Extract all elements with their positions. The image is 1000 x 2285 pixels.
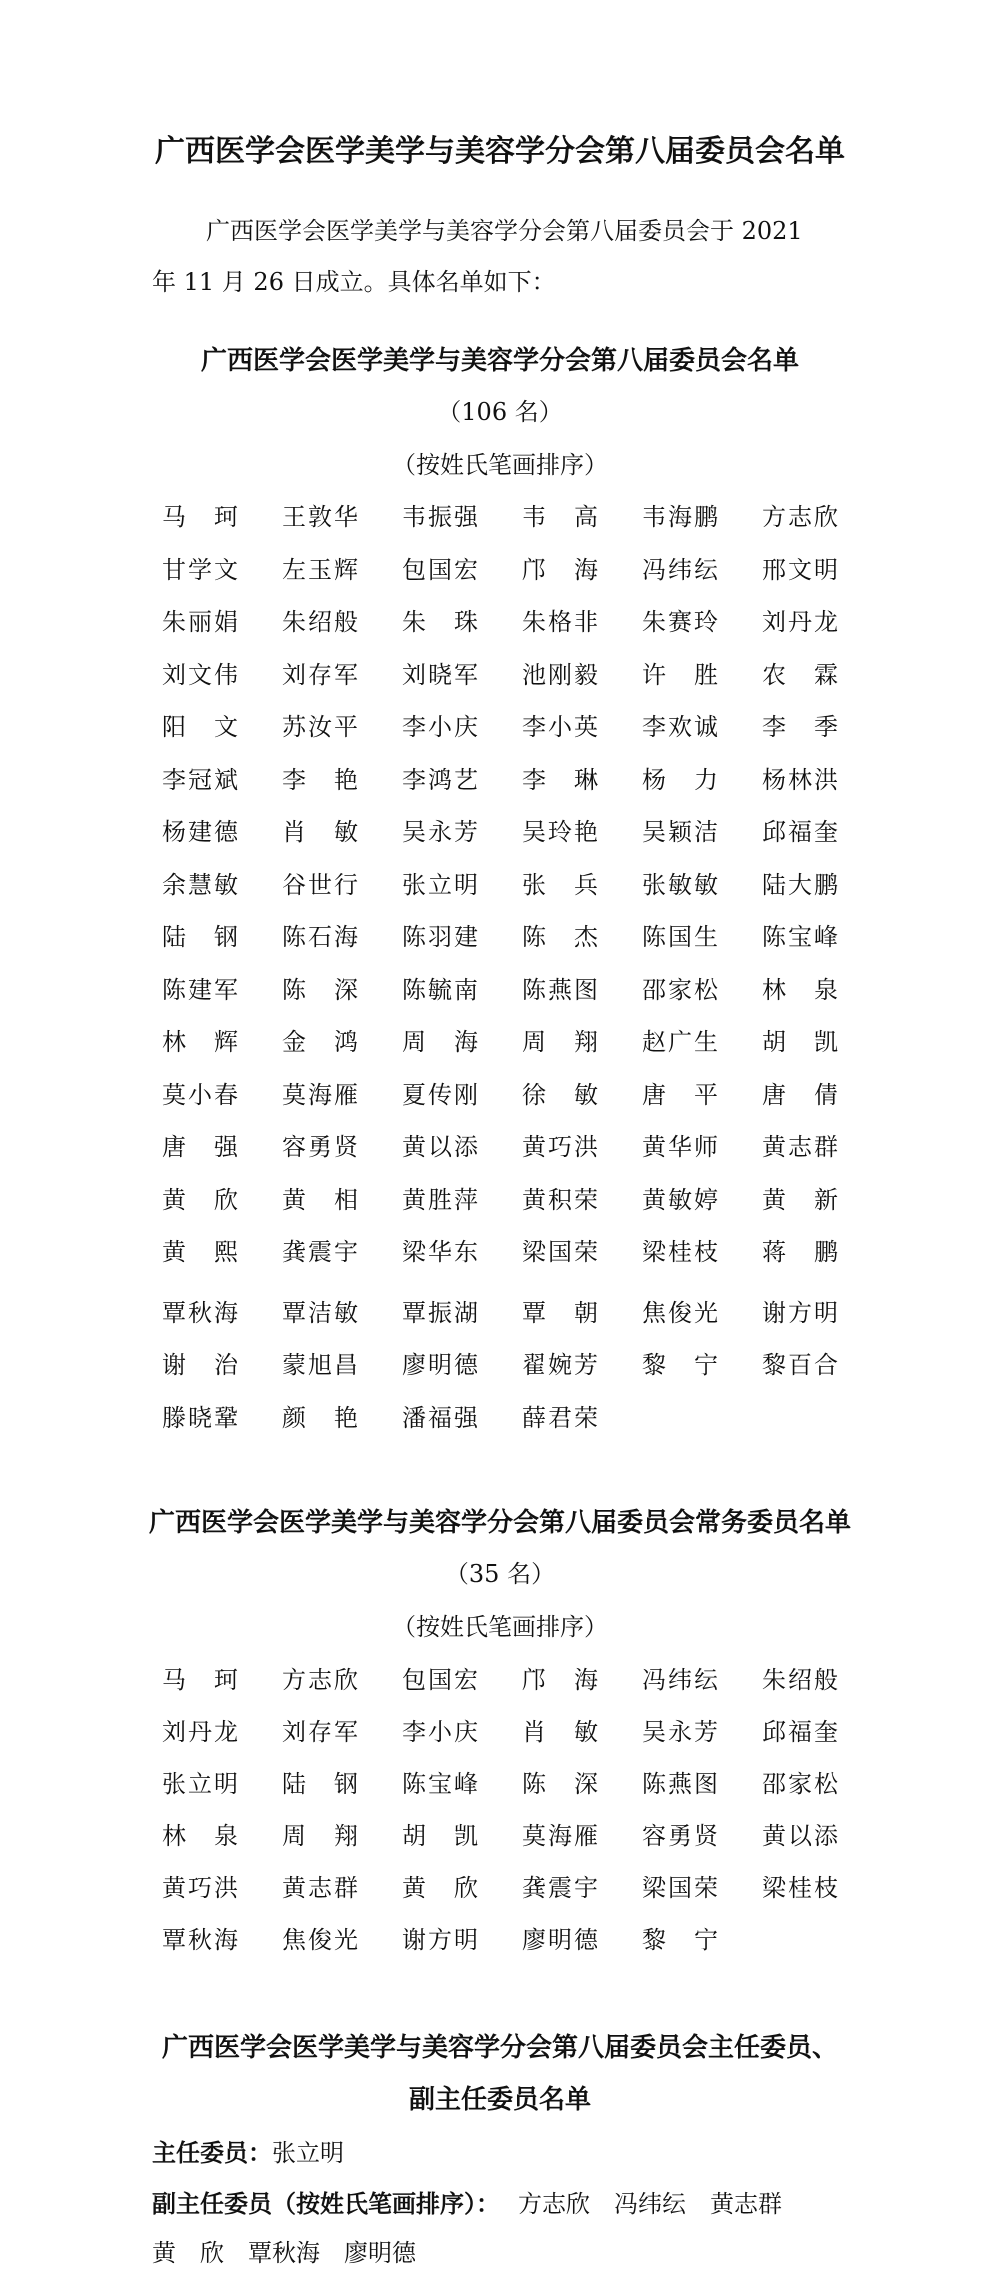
member-name: 杨林洪 bbox=[762, 765, 840, 794]
member-name: 方志欣 bbox=[762, 503, 840, 531]
member-name: 陆大鹏 bbox=[762, 870, 840, 899]
member-name: 余慧敏 bbox=[162, 870, 240, 899]
member-name: 黄巧洪 bbox=[522, 1133, 600, 1161]
member-name: 甘学文 bbox=[162, 555, 240, 584]
member-name: 黄 相 bbox=[282, 1185, 360, 1214]
member-name: 黄敏婷 bbox=[642, 1185, 720, 1214]
member-name: 唐 强 bbox=[162, 1133, 240, 1161]
member-name: 许 胜 bbox=[642, 660, 720, 689]
member-name: 陈宝峰 bbox=[402, 1770, 480, 1798]
member-name: 张立明 bbox=[402, 870, 480, 899]
member-name: 张 兵 bbox=[522, 870, 600, 899]
member-name: 黄胜萍 bbox=[402, 1185, 480, 1214]
member-name: 黄志群 bbox=[282, 1874, 360, 1902]
member-name: 黎 宁 bbox=[642, 1926, 720, 1954]
member-name: 周 翔 bbox=[282, 1822, 360, 1850]
member-name: 杨建德 bbox=[162, 818, 240, 846]
member-name: 谢 治 bbox=[162, 1351, 240, 1379]
intro-line-1: 广西医学会医学美学与美容学分会第八届委员会于 2021 bbox=[206, 217, 803, 245]
committee-order-note: （按姓氏笔画排序） bbox=[392, 451, 608, 479]
member-name: 莫海雁 bbox=[282, 1080, 360, 1109]
member-name: 林 泉 bbox=[762, 975, 840, 1004]
vice-chair-label: 副主任委员（按姓氏笔画排序）： bbox=[152, 2190, 500, 2218]
member-name: 谢方明 bbox=[402, 1926, 480, 1954]
member-name: 赵广生 bbox=[642, 1028, 720, 1056]
member-name: 黄积荣 bbox=[522, 1185, 600, 1214]
member-name: 包国宏 bbox=[402, 1666, 480, 1694]
member-name: 薛君荣 bbox=[522, 1403, 600, 1432]
member-name: 马 珂 bbox=[162, 503, 240, 531]
member-name: 王敦华 bbox=[282, 503, 360, 531]
member-name: 刘文伟 bbox=[162, 660, 240, 689]
member-name: 龚震宇 bbox=[282, 1238, 360, 1266]
member-name: 黄 熙 bbox=[162, 1238, 240, 1266]
member-name: 朱格非 bbox=[522, 608, 600, 636]
member-name: 邝 海 bbox=[522, 555, 600, 584]
vice-chair-names-line-1: 方志欣 冯纬纭 黄志群 bbox=[518, 2190, 782, 2218]
member-name: 林 泉 bbox=[162, 1822, 240, 1850]
member-name: 池刚毅 bbox=[522, 660, 600, 689]
member-name: 陈建军 bbox=[162, 975, 240, 1004]
member-name: 李小庆 bbox=[402, 1718, 480, 1746]
member-name: 张立明 bbox=[162, 1770, 240, 1798]
member-name: 颜 艳 bbox=[282, 1403, 360, 1432]
member-name: 林 辉 bbox=[162, 1028, 240, 1056]
member-name: 黄以添 bbox=[762, 1822, 840, 1850]
chair-name: 张立明 bbox=[272, 2139, 344, 2167]
member-name: 陈 深 bbox=[522, 1770, 600, 1798]
member-name: 韦海鹏 bbox=[642, 503, 720, 531]
member-name: 刘晓军 bbox=[402, 660, 480, 689]
member-name: 邵家松 bbox=[642, 975, 720, 1004]
member-name: 黄以添 bbox=[402, 1133, 480, 1161]
member-name: 谷世行 bbox=[282, 870, 360, 899]
member-name: 邝 海 bbox=[522, 1666, 600, 1694]
member-name: 陈 杰 bbox=[522, 923, 600, 951]
member-name: 李小英 bbox=[522, 713, 600, 741]
member-name: 李冠斌 bbox=[162, 765, 240, 794]
member-name: 吴颖洁 bbox=[642, 818, 720, 846]
member-name: 蒙旭昌 bbox=[282, 1351, 360, 1379]
member-name: 吴玲艳 bbox=[522, 818, 600, 846]
member-name: 陈燕图 bbox=[642, 1770, 720, 1798]
member-name: 冯纬纭 bbox=[642, 555, 720, 584]
member-name: 黄志群 bbox=[762, 1133, 840, 1161]
member-name: 黎百合 bbox=[762, 1351, 840, 1379]
member-name: 朱丽娟 bbox=[162, 608, 240, 636]
member-name: 李 季 bbox=[762, 713, 840, 741]
leaders-title-line-2: 副主任委员名单 bbox=[408, 2085, 591, 2115]
member-name: 黄 欣 bbox=[402, 1874, 480, 1902]
vice-chair-row bbox=[152, 2184, 782, 2219]
committee-title: 广西医学会医学美学与美容学分会第八届委员会名单 bbox=[200, 346, 799, 376]
member-name: 蒋 鹏 bbox=[762, 1238, 840, 1266]
member-name: 韦振强 bbox=[402, 503, 480, 531]
vice-chair-names-line-2: 黄 欣 覃秋海 廖明德 bbox=[152, 2239, 416, 2267]
standing-count: （35 名） bbox=[444, 1560, 556, 1588]
member-name: 黄巧洪 bbox=[162, 1874, 240, 1902]
member-name: 肖 敏 bbox=[282, 818, 360, 846]
member-name: 莫小春 bbox=[162, 1080, 240, 1109]
member-name: 杨 力 bbox=[642, 765, 720, 794]
member-name: 冯纬纭 bbox=[642, 1666, 720, 1694]
member-name: 胡 凯 bbox=[402, 1822, 480, 1850]
member-name: 李鸿艺 bbox=[402, 765, 480, 794]
member-name: 李 艳 bbox=[282, 765, 360, 794]
member-name: 徐 敏 bbox=[522, 1080, 600, 1109]
member-name: 刘丹龙 bbox=[762, 608, 840, 636]
member-name: 邱福奎 bbox=[762, 818, 840, 846]
member-name: 韦 高 bbox=[522, 503, 600, 531]
member-name: 朱 珠 bbox=[402, 608, 480, 636]
member-name: 梁国荣 bbox=[642, 1874, 720, 1902]
member-name: 方志欣 bbox=[282, 1666, 360, 1694]
member-name: 苏汝平 bbox=[282, 713, 360, 741]
member-name: 左玉辉 bbox=[282, 555, 360, 584]
member-name: 滕晓鞏 bbox=[162, 1403, 240, 1432]
committee-count: （106 名） bbox=[437, 398, 563, 426]
member-name: 夏传刚 bbox=[402, 1080, 480, 1109]
member-name: 李小庆 bbox=[402, 713, 480, 741]
member-name: 刘存军 bbox=[282, 660, 360, 689]
member-name: 周 翔 bbox=[522, 1028, 600, 1056]
member-name: 焦俊光 bbox=[642, 1298, 720, 1327]
member-name: 陈宝峰 bbox=[762, 923, 840, 951]
member-name: 胡 凯 bbox=[762, 1028, 840, 1056]
member-name: 廖明德 bbox=[522, 1926, 600, 1954]
member-name: 邢文明 bbox=[762, 555, 840, 584]
member-name: 陆 钢 bbox=[162, 923, 240, 951]
member-name: 马 珂 bbox=[162, 1666, 240, 1694]
member-name: 邱福奎 bbox=[762, 1718, 840, 1746]
member-name: 张敏敏 bbox=[642, 870, 720, 899]
member-name: 包国宏 bbox=[402, 555, 480, 584]
member-name: 唐 平 bbox=[642, 1080, 720, 1109]
member-name: 梁桂枝 bbox=[762, 1874, 840, 1902]
member-name: 廖明德 bbox=[402, 1351, 480, 1379]
member-name: 吴永芳 bbox=[642, 1718, 720, 1746]
member-name: 覃振湖 bbox=[402, 1298, 480, 1327]
member-name: 梁国荣 bbox=[522, 1238, 600, 1266]
member-name: 肖 敏 bbox=[522, 1718, 600, 1746]
member-name: 黄华师 bbox=[642, 1133, 720, 1161]
member-name: 黎 宁 bbox=[642, 1351, 720, 1379]
member-name: 农 霖 bbox=[762, 660, 840, 689]
member-name: 陈羽建 bbox=[402, 923, 480, 951]
member-name: 黄 新 bbox=[762, 1185, 840, 1214]
member-name: 莫海雁 bbox=[522, 1822, 600, 1850]
member-name: 李欢诚 bbox=[642, 713, 720, 741]
member-name: 吴永芳 bbox=[402, 818, 480, 846]
member-name: 唐 倩 bbox=[762, 1080, 840, 1109]
member-name: 容勇贤 bbox=[642, 1822, 720, 1850]
member-name: 黄 欣 bbox=[162, 1185, 240, 1214]
member-name: 刘丹龙 bbox=[162, 1718, 240, 1746]
member-name: 朱赛玲 bbox=[642, 608, 720, 636]
member-name: 朱绍般 bbox=[762, 1666, 840, 1694]
chair-row bbox=[152, 2133, 344, 2168]
member-name: 周 海 bbox=[402, 1028, 480, 1056]
member-name: 覃秋海 bbox=[162, 1298, 240, 1327]
member-name: 潘福强 bbox=[402, 1403, 480, 1432]
member-name: 李 琳 bbox=[522, 765, 600, 794]
member-name: 焦俊光 bbox=[282, 1926, 360, 1954]
standing-title: 广西医学会医学美学与美容学分会第八届委员会常务委员名单 bbox=[148, 1508, 851, 1538]
member-name: 陈 深 bbox=[282, 975, 360, 1004]
standing-order-note: （按姓氏笔画排序） bbox=[392, 1613, 608, 1641]
member-name: 金 鸿 bbox=[282, 1028, 360, 1056]
member-name: 陈燕图 bbox=[522, 975, 600, 1004]
member-name: 陈国生 bbox=[642, 923, 720, 951]
member-name: 陆 钢 bbox=[282, 1770, 360, 1798]
member-name: 容勇贤 bbox=[282, 1133, 360, 1161]
intro-line-2: 年 11 月 26 日成立。具体名单如下： bbox=[152, 268, 556, 296]
member-name: 刘存军 bbox=[282, 1718, 360, 1746]
member-name: 覃秋海 bbox=[162, 1926, 240, 1954]
member-name: 梁桂枝 bbox=[642, 1238, 720, 1266]
member-name: 朱绍般 bbox=[282, 608, 360, 636]
member-name: 覃洁敏 bbox=[282, 1298, 360, 1327]
member-name: 梁华东 bbox=[402, 1238, 480, 1266]
page-title: 广西医学会医学美学与美容学分会第八届委员会名单 bbox=[155, 134, 845, 169]
member-name: 覃 朝 bbox=[522, 1298, 600, 1327]
member-name: 阳 文 bbox=[162, 713, 240, 741]
member-name: 陈毓南 bbox=[402, 975, 480, 1004]
chair-label: 主任委员： bbox=[152, 2139, 272, 2167]
member-name: 陈石海 bbox=[282, 923, 360, 951]
leaders-title-line-1: 广西医学会医学美学与美容学分会第八届委员会主任委员、 bbox=[161, 2033, 838, 2063]
member-name: 邵家松 bbox=[762, 1770, 840, 1798]
member-name: 谢方明 bbox=[762, 1298, 840, 1327]
member-name: 龚震宇 bbox=[522, 1874, 600, 1902]
member-name: 翟婉芳 bbox=[522, 1351, 600, 1379]
